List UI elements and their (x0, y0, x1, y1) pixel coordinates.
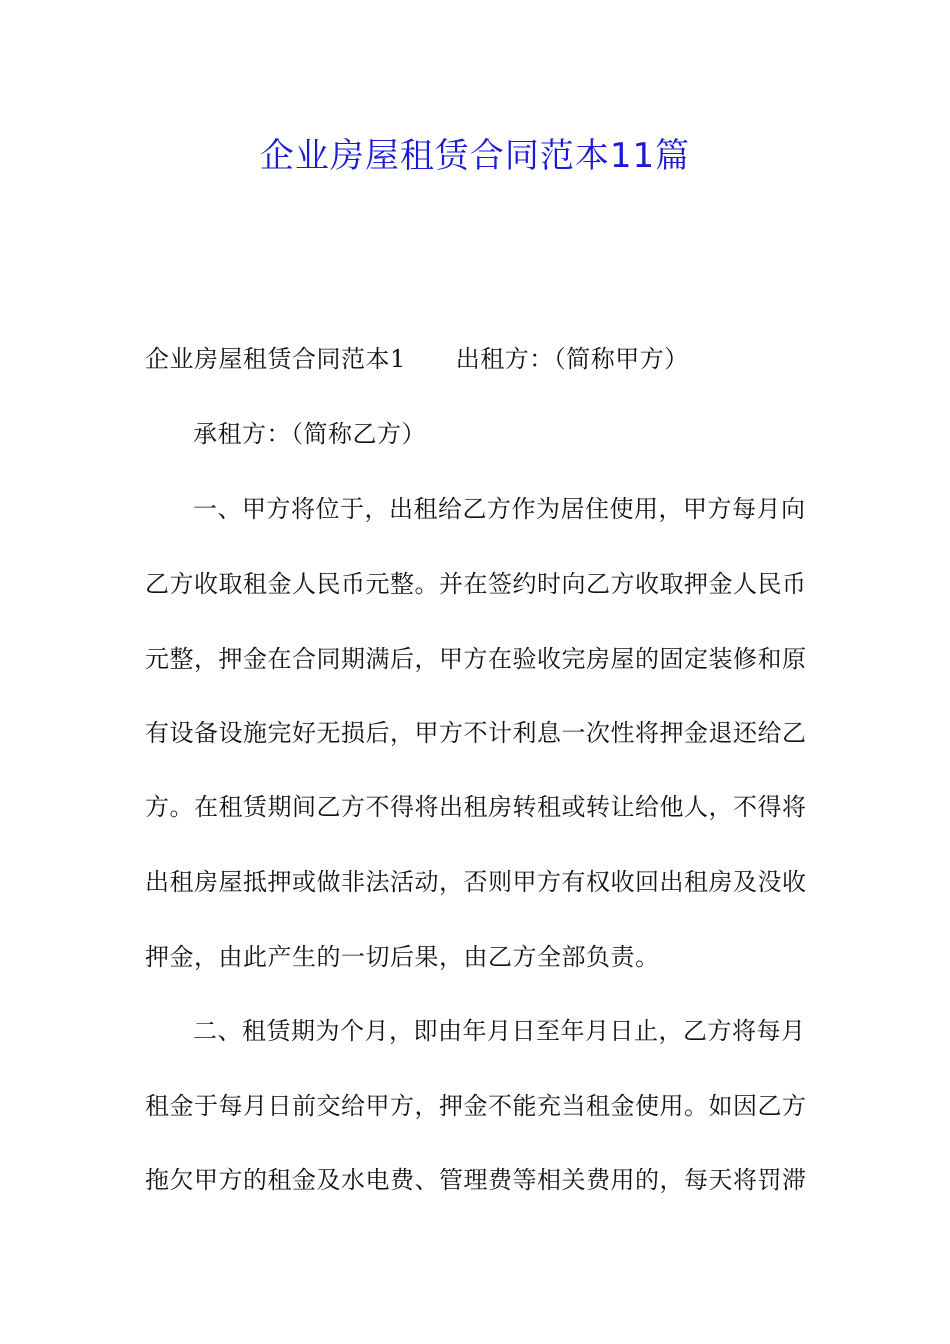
paragraph-line: 方。在租赁期间乙方不得将出租房转租或转让给他人，不得将 (145, 793, 807, 821)
paragraph-line: 押金，由此产生的一切后果，由乙方全部负责。 (145, 943, 660, 971)
paragraph-line: 有设备设施完好无损后，甲方不计利息一次性将押金退还给乙 (145, 719, 807, 747)
paragraph-line: 元整，押金在合同期满后，甲方在验收完房屋的固定装修和原 (145, 645, 807, 673)
paragraph-line: 一、甲方将位于，出租给乙方作为居住使用，甲方每月向 (193, 495, 806, 523)
lessee-line: 承租方：（简称乙方） (193, 420, 426, 448)
paragraph-line: 租金于每月日前交给甲方，押金不能充当租金使用。如因乙方 (145, 1092, 807, 1120)
section-title: 企业房屋租赁合同范本1 (145, 345, 406, 373)
paragraph-line: 出租房屋抵押或做非法活动，否则甲方有权收回出租房及没收 (145, 868, 807, 896)
heading-line (145, 343, 805, 375)
paragraph-line: 乙方收取租金人民币元整。并在签约时向乙方收取押金人民币 (145, 570, 807, 598)
lessor-line: 出租方：（简称甲方） (455, 345, 689, 373)
paragraph-line: 拖欠甲方的租金及水电费、管理费等相关费用的，每天将罚滞 (145, 1166, 807, 1194)
document-title: 企业房屋租赁合同范本11篇 (259, 136, 691, 176)
paragraph-line: 二、租赁期为个月，即由年月日至年月日止，乙方将每月 (193, 1017, 806, 1045)
